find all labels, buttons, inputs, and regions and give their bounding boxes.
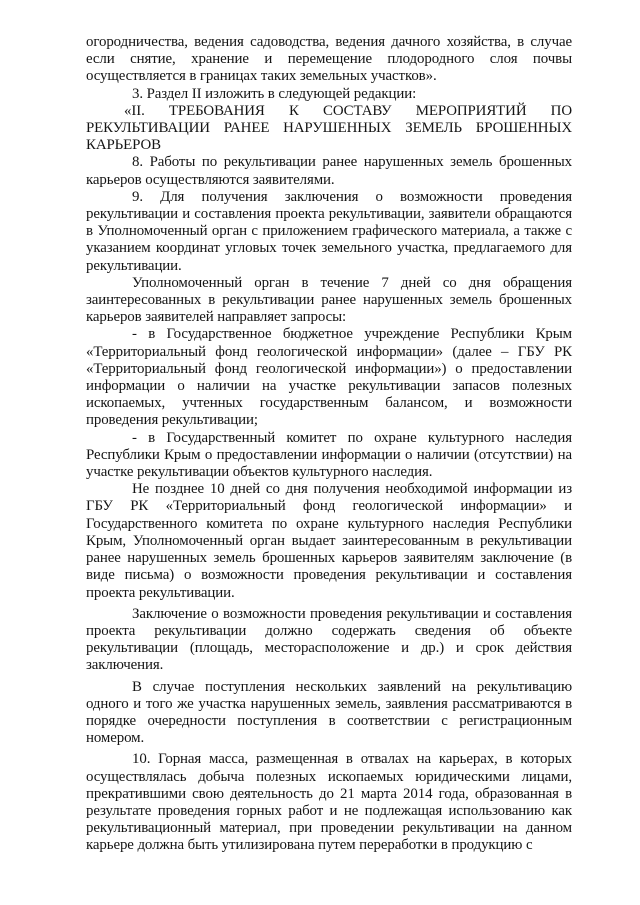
paragraph-request-committee: - в Государственный комитет по охране культурного наследия Республики Крым о предоставлении информации о наличии (отсутствии) на участке рекультивации объектов культурного наследия. xyxy=(86,429,572,481)
paragraph-continuation: огородничества, ведения садоводства, ведения дачного хозяйства, в случае если снятие, хранение и перемещение плодородного слоя почвы осуществляется в границах таких земельных участков». xyxy=(86,34,572,85)
paragraph-multiple-applications: В случае поступления нескольких заявлений на рекультивацию одного и того же участка нарушенных земель, заявления рассматриваются в порядке очередности поступления в соответствии с регистрационным номером. xyxy=(86,678,572,747)
paragraph-item-10: 10. Горная масса, размещенная в отвалах на карьерах, в которых осуществлялась добыча полезных ископаемых юридическими лицами, прекратившими свою деятельность до 21 марта 2014 года, образованная в результате проведения горных работ и не подлежащая использованию как рекультивационный материал, при проведении рекультивации на данном карьере должна быть утилизирована путем переработки в продукцию с xyxy=(86,751,572,854)
section-heading: «II. ТРЕБОВАНИЯ К СОСТАВУ МЕРОПРИЯТИЙ ПО РЕКУЛЬТИВАЦИИ РАНЕЕ НАРУШЕННЫХ ЗЕМЕЛЬ БРОШЕННЫХ КАРЬЕРОВ xyxy=(86,102,572,154)
paragraph-item-3: 3. Раздел II изложить в следующей редакции: xyxy=(132,85,417,102)
paragraph-item-9: 9. Для получения заключения о возможности проведения рекультивации и составления проекта рекультивации, заявители обращаются в Уполномоченный орган с приложением графического материала, а также с указанием координат угловых точек земельного участка, предлагаемого для рекультивации. xyxy=(86,188,572,274)
paragraph-conclusion-issue: Не позднее 10 дней со дня получения необходимой информации из ГБУ РК «Территориальный фонд геологической информации» и Государственного комитета по охране культурного наследия Республики Крым, Уполномоченный орган выдает заинтересованным в рекультивации ранее нарушенных земель брошенных карьеров заявителям заключение (в виде письма) о возможности проведения рекультивации и составления проекта рекультивации. xyxy=(86,481,572,601)
paragraph-conclusion-content: Заключение о возможности проведения рекультивации и составления проекта рекультивации должно содержать сведения об объекте рекультивации (площадь, месторасположение и др.) и срок действия заключения. xyxy=(86,605,572,674)
paragraph-requests: Уполномоченный орган в течение 7 дней со дня обращения заинтересованных в рекультивации ранее нарушенных земель брошенных карьеров заявителей направляет запросы: xyxy=(86,274,572,326)
paragraph-request-gbu: - в Государственное бюджетное учреждение Республики Крым «Территориальный фонд геологической информации» (далее – ГБУ РК «Территориальный фонд геологической информации») о предоставлении информации о наличии на участке рекультивации запасов полезных ископаемых, учтенных государственным балансом, и возможности проведения рекультивации; xyxy=(86,326,572,429)
paragraph-item-8: 8. Работы по рекультивации ранее нарушенных земель брошенных карьеров осуществляются заявителями. xyxy=(86,154,572,188)
